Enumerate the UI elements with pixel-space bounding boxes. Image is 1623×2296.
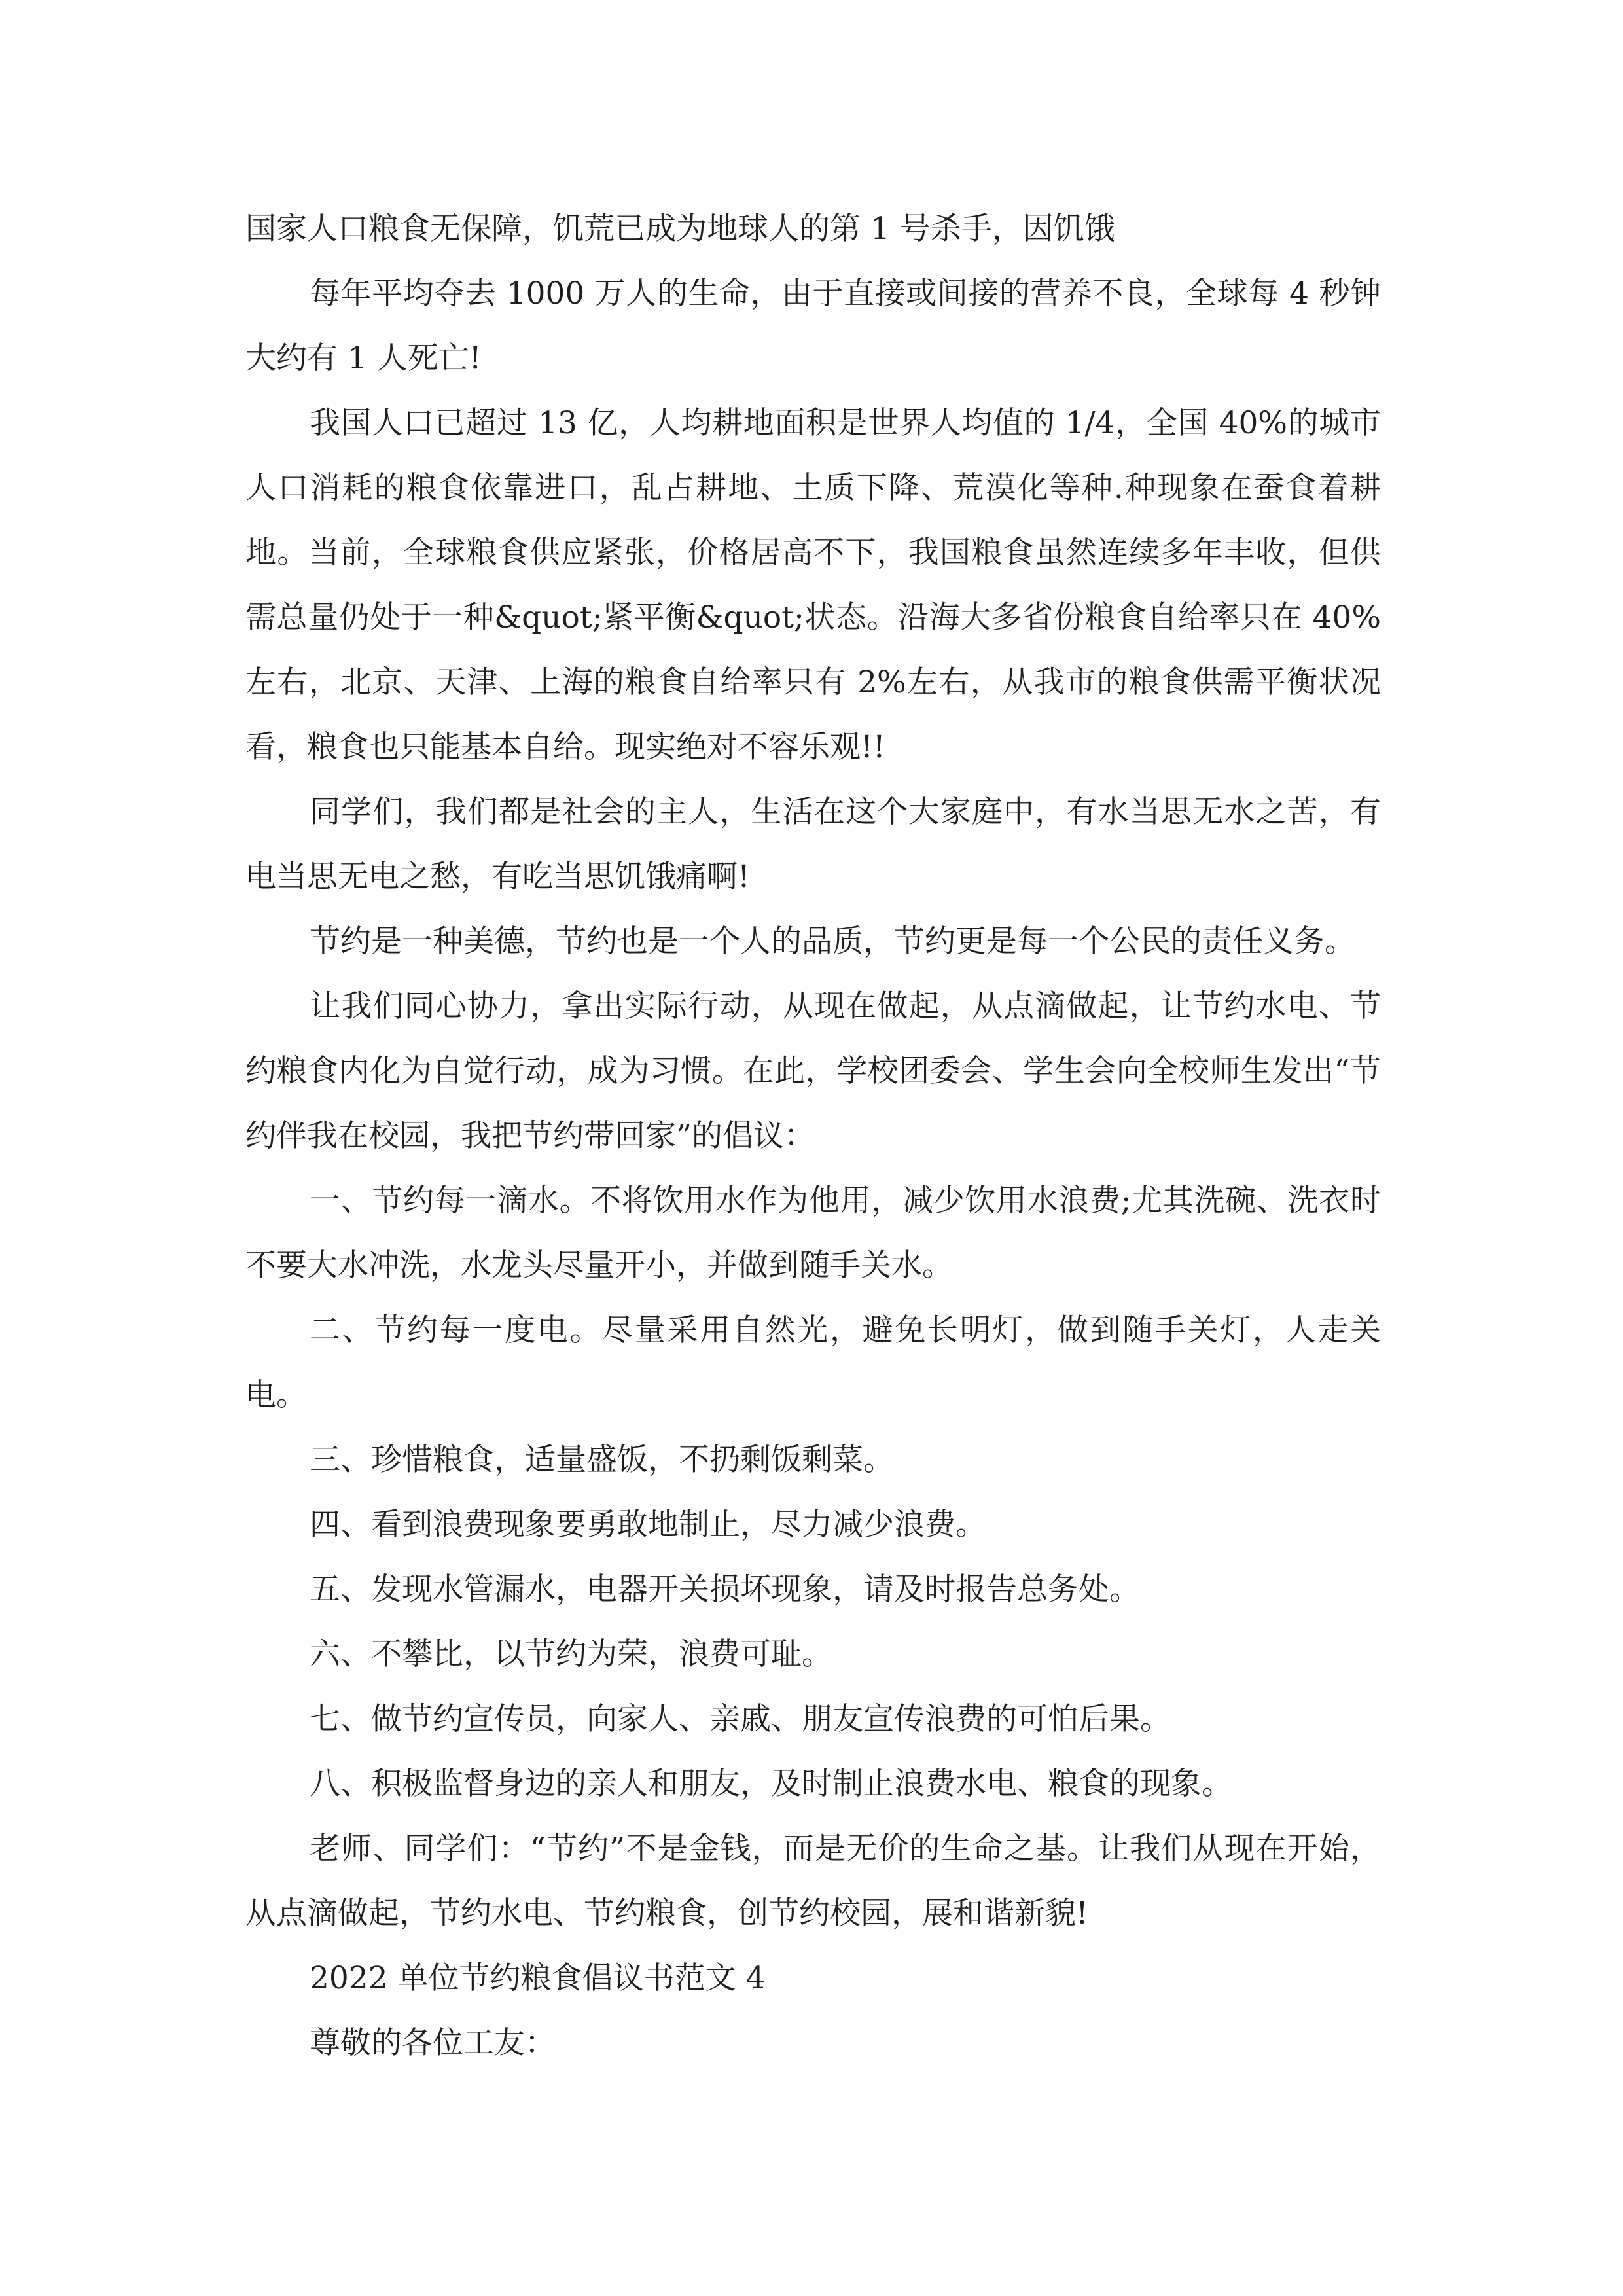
- proposal-item-8: 八、积极监督身边的亲人和朋友，及时制止浪费水电、粮食的现象。: [310, 1766, 1232, 1802]
- paragraph-2: 每年平均夺去 1000 万人的生命，由于直接或间接的营养不良，全球每 4 秒钟大约有 1 人死亡!: [245, 276, 1381, 376]
- proposal-item-1: 一、节约每一滴水。不将饮用水作为他用，减少饮用水浪费;尤其洗碗、洗衣时不要大水冲洗，水龙头尽量开小，并做到随手关水。: [245, 1183, 1381, 1283]
- proposal-item-5: 五、发现水管漏水，电器开关损坏现象，请及时报告总务处。: [310, 1571, 1140, 1607]
- proposal-item-7: 七、做节约宣传员，向家人、亲戚、朋友宣传浪费的可怕后果。: [310, 1701, 1171, 1737]
- salutation: 尊敬的各位工友：: [310, 2025, 556, 2061]
- paragraph-3: 我国人口已超过 13 亿，人均耕地面积是世界人均值的 1/4，全国 40%的城市人口消耗的粮食依靠进口，乱占耕地、土质下降、荒漠化等种.种现象在蚕食着耕地。当前，全球粮食供应紧张，价格居高不下，我国粮食虽然连续多年丰收，但供需总量仍处于一种&quot;紧平衡&quot;状态。沿海大多省份粮食自给率只在 40%左右，北京、天津、上海的粮食自给率只有 2%左右，从我市的粮食供需平衡状况看，粮食也只能基本自给。现实绝对不容乐观!!: [245, 405, 1381, 765]
- document-body: [245, 196, 1381, 2075]
- section-heading: 2022 单位节约粮食倡议书范文 4: [310, 1960, 766, 1996]
- paragraph-5: 节约是一种美德，节约也是一个人的品质，节约更是每一个公民的责任义务。: [310, 924, 1355, 960]
- paragraph-1: 国家人口粮食无保障，饥荒已成为地球人的第 1 号杀手，因饥饿: [245, 211, 1115, 247]
- proposal-item-2: 二、节约每一度电。尽量采用自然光，避免长明灯，做到随手关灯，人走关电。: [245, 1312, 1381, 1413]
- proposal-item-4: 四、看到浪费现象要勇敢地制止，尽力减少浪费。: [310, 1507, 986, 1543]
- proposal-item-6: 六、不攀比，以节约为荣，浪费可耻。: [310, 1636, 832, 1672]
- paragraph-6: 让我们同心协力，拿出实际行动，从现在做起，从点滴做起，让节约水电、节约粮食内化为自觉行动，成为习惯。在此，学校团委会、学生会向全校师生发出“节约伴我在校园，我把节约带回家”的倡议：: [245, 988, 1381, 1154]
- closing-paragraph: 老师、同学们：“节约”不是金钱，而是无价的生命之基。让我们从现在开始，从点滴做起，节约水电、节约粮食，创节约校园，展和谐新貌!: [245, 1831, 1381, 1931]
- paragraph-4: 同学们，我们都是社会的主人，生活在这个大家庭中，有水当思无水之苦，有电当思无电之愁，有吃当思饥饿痛啊!: [245, 794, 1381, 895]
- proposal-item-3: 三、珍惜粮食，适量盛饭，不扔剩饭剩菜。: [310, 1442, 894, 1478]
